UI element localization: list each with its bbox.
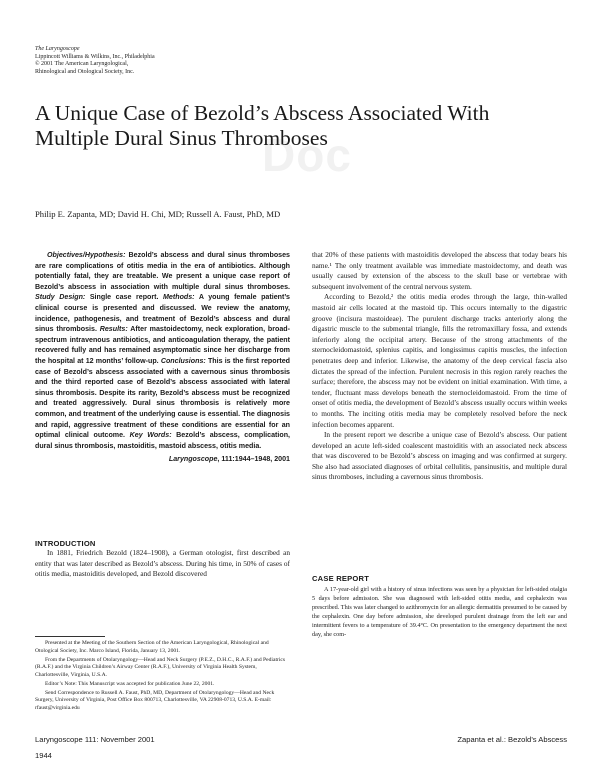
page-number: 1944 <box>35 751 52 760</box>
author-list: Philip E. Zapanta, MD; David H. Chi, MD; Russell A. Faust, PhD, MD <box>35 209 281 219</box>
watermark: Doc <box>262 129 352 181</box>
right-paragraph-3: In the present report we describe a unique case of Bezold’s abscess. Our patient developed an acute left-sided coalescent mastoiditis with an associated neck abscess that was discovered to be Bezold’s abscess on imaging and was confirmed at surgery. She also had associated diagnoses of orbital cellulitis, pansinusitis, and multiple dural sinus thromboses, including a cavernous sinus thrombosis. <box>312 430 567 482</box>
right-paragraph-1: that 20% of these patients with mastoiditis developed the abscess that today bears his name.¹ The only treatment available was immediate mastoidectomy, and death was usually caused by extension of the abscess to the skull base or vertebrae with subsequent involvement of the central nervous system. <box>312 250 567 291</box>
abstract-citation <box>35 454 290 465</box>
case-report-heading: CASE REPORT <box>312 574 370 583</box>
journal-header <box>35 46 155 76</box>
footnote-affiliation: From the Departments of Otolaryngology—Head and Neck Surgery (P.E.Z., D.H.C., R.A.F.) and Pediatrics (R.A.F.) and the Virginia Children’s Airway Center (R.A.F.), University of Virginia Health System, Charlottesville, Virginia, U.S.A. <box>35 656 286 678</box>
journal-name: The Laryngoscope <box>35 46 80 52</box>
copyright-line: © 2001 The American Laryngological, <box>35 61 129 68</box>
introduction-body <box>35 548 290 580</box>
case-report-paragraph: A 17-year-old girl with a history of sinus infections was seen by a physician for left-sided otalgia 5 days before admission. She was diagnosed with left-sided otitis media, and cephalexin was prescribed. This was later changed to azithromycin for an allergic dermatitis presumed to be caused by the cephalexin. One day before admission, she developed purulent drainage from the left ear and intermittent fevers to a temperature of 39.4°C. On presentation to the emergency department the next day, she com- <box>312 586 567 638</box>
footnote-presented: Presented at the Meeting of the Southern Section of the American Laryngological, Rhinological and Otological Society, Inc. Marco Island, Florida, January 13, 2001. <box>35 640 269 654</box>
design-text: Single case report. <box>85 293 164 302</box>
methods-label: Methods: <box>163 293 195 302</box>
footnote-correspondence: Send Correspondence to Russell A. Faust, PhD, MD, Department of Otolaryngology—Head and Neck Surgery, University of Virginia, Post Office Box 800713, Charlottesville, VA 22908-0713, U.S.A. E-mail: rfaust@virginia.edu <box>35 689 275 712</box>
objectives-text: Bezold’s abscess and dural sinus thromboses are rare complications of otitis media in the era of antibiotics. Although potentially fatal, they are treatable. We present a unique case report of Bezold’s abscess in association with multiple dural sinus thromboses. <box>35 251 290 291</box>
citation-ref: , 111:1944–1948, 2001 <box>217 455 290 464</box>
society-line: Rhinological and Otological Society, Inc. <box>35 68 135 75</box>
conclusions-text: This is the first reported case of Bezold’s abscess associated with a cavernous sinus thrombosis and the third reported case of Bezold’s abscess associated with lateral sinus thrombosis. Despite its rarity, Bezold’s abscess must be recognized and treated aggressively. Dural sinus thrombosis is relatively more common, and treatment of the underlying cause is essential. The diagnosis and rapid, aggressive treatment of these conditions are essential for an optimal clinical outcome. <box>35 356 290 440</box>
results-label: Results: <box>99 325 128 334</box>
conclusions-label: Conclusions: <box>160 356 206 365</box>
introduction-paragraph: In 1881, Friedrich Bezold (1824–1908), a German otologist, first described an entity that was later described as Bezold’s abscess. During his time, in 50% of cases of otitis media, mastoiditis developed, and Bezold discovered <box>35 548 290 579</box>
footnotes <box>35 640 290 714</box>
publisher-line: Lippincott Williams & Wilkins, Inc., Philadelphia <box>35 53 155 60</box>
footer-running-title: Zapanta et al.: Bezold’s Abscess <box>457 735 567 744</box>
citation-journal: Laryngoscope <box>168 455 218 464</box>
objectives-label: Objectives/Hypothesis: <box>47 251 126 259</box>
footer-journal: Laryngoscope 111: November 2001 <box>35 735 155 744</box>
introduction-heading: INTRODUCTION <box>35 539 96 548</box>
design-label: Study Design: <box>35 293 86 302</box>
keywords-label: Key Words: <box>129 431 172 440</box>
footnote-divider <box>35 636 105 637</box>
right-paragraph-2: According to Bezold,² the otitis media erodes through the large, thin-walled mastoid air cells located at the mastoid tip. This occurs internally to the digastric groove (incisura mastoideae). The purulent discharge tracks anteriorly along the digastric muscle to the submental triangle, fills the retromaxillary fossa, and extends inferiorly along the occipital artery. Because of the strong attachments of the sternocleidomastoid, splenius capitis, and longissimus capitis muscles, the infection penetrates deep and inferior. Likewise, the anatomy of the deep cervical fascia also dictates the spread of the infection. Purulent necrosis in this region rarely reaches the surface; therefore, the abscess may not be evident on initial examination. With time, a tender, fluctuant mass develops beneath the sternocleidomastoid. From the time of onset of otitis media, the development of Bezold’s abscess usually occurs within weeks to months. The inciting otitis media may be completely resolved before the neck infection becomes apparent. <box>312 292 567 429</box>
article-title: A Unique Case of Bezold’s Abscess Associated With Multiple Dural Sinus Thromboses <box>35 101 490 150</box>
footnote-editor: Editor’s Note: This Manuscript was accepted for publication June 22, 2001. <box>45 680 215 687</box>
results-text: After mastoidectomy, neck exploration, broad-spectrum intravenous antibiotics, and anticoagulation therapy, the patient recovered fully and has remained asymptomatic since her discharge from the hospital at 12 months’ follow-up. <box>35 325 290 365</box>
abstract-paragraph <box>35 250 290 451</box>
right-column-body <box>312 250 567 483</box>
keywords-text: Bezold’s abscess, complication, dural sinus thrombosis, mastoiditis, mastoid abscess, otitis media. <box>35 431 291 450</box>
methods-text: A young female patient’s clinical course is presented and discussed. We review the anatomy, incidence, pathogenesis, and treatment of Bezold’s abscess and dural sinus thrombosis. <box>35 293 290 334</box>
abstract <box>35 250 290 465</box>
case-report-body <box>312 585 567 639</box>
